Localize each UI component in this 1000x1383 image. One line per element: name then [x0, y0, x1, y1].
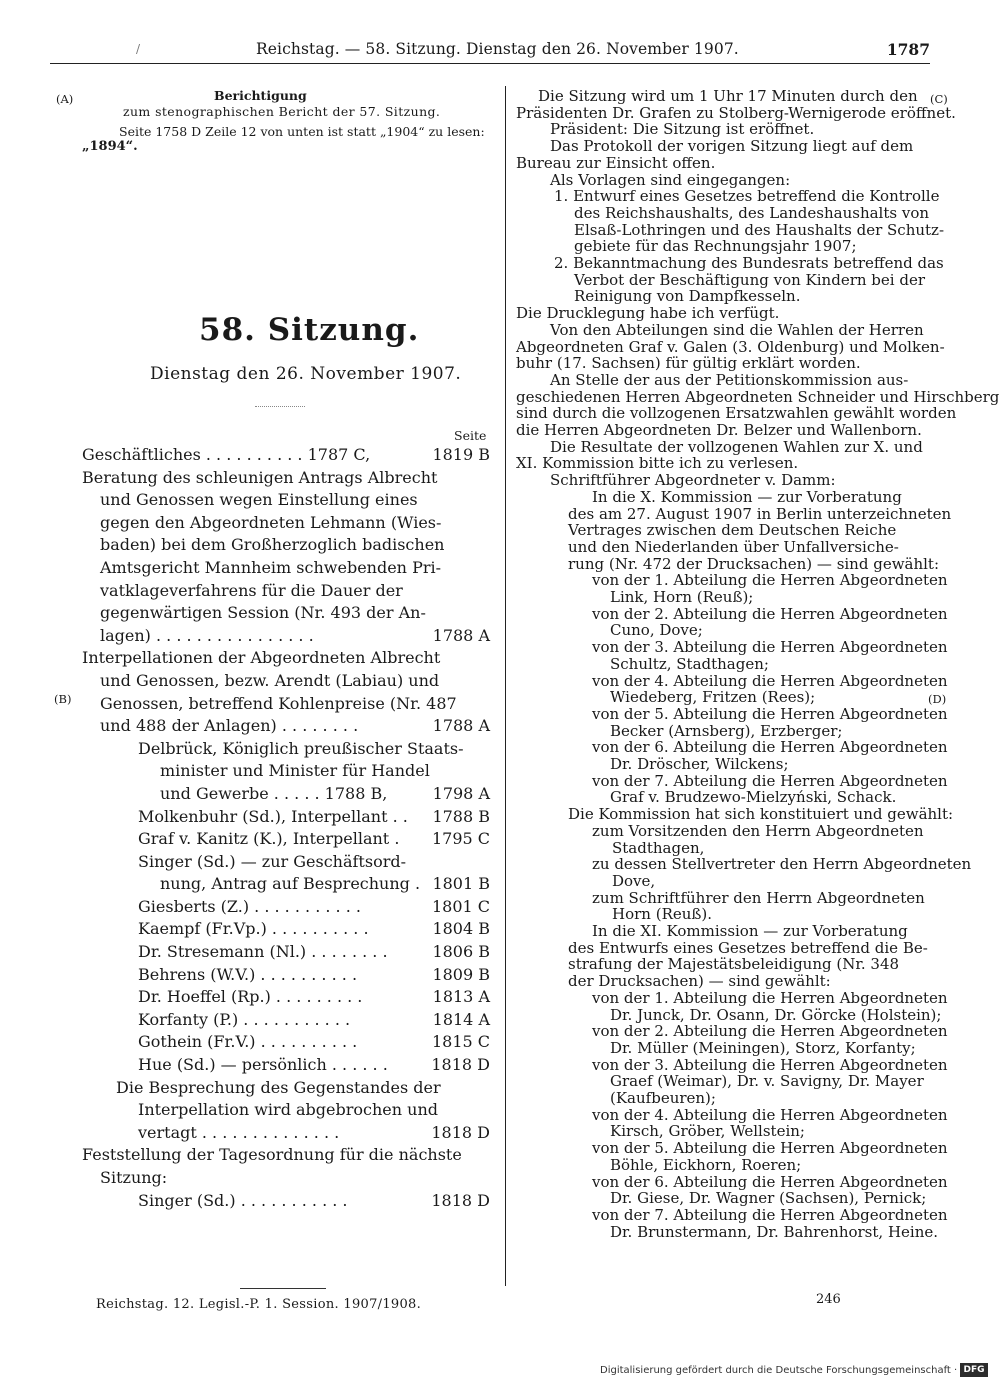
text-line: Cuno, Dove;	[610, 621, 703, 640]
toc-row	[82, 512, 490, 535]
toc-entry-text: Genossen, betreffend Kohlenpreise (Nr. 487	[100, 693, 457, 713]
text-line: Schultz, Stadthagen;	[610, 654, 769, 673]
text-line: Reinigung von Dampfkesseln.	[574, 287, 801, 306]
margin-marker-d: (D)	[928, 692, 947, 706]
toc-row	[82, 896, 490, 919]
toc-entry-text: Giesberts (Z.) . . . . . . . . . . .	[138, 896, 361, 916]
toc-row	[82, 760, 490, 783]
toc-entry-page: 1809 B	[432, 964, 490, 984]
toc-row	[82, 1009, 490, 1032]
text-line: Die Drucklegung habe ich verfügt.	[516, 304, 780, 323]
text-line: von der 1. Abteilung die Herren Abgeordneten	[592, 988, 948, 1007]
text-line: zum Vorsitzenden den Herrn Abgeordneten	[592, 821, 924, 840]
toc-row	[82, 625, 490, 648]
text-line: von der 6. Abteilung die Herren Abgeordneten	[592, 738, 948, 757]
text-line: (Kaufbeuren);	[610, 1089, 716, 1107]
toc-entry-text: Die Besprechung des Gegenstandes der	[116, 1077, 441, 1097]
toc-entry-text: gegen den Abgeordneten Lehmann (Wies-	[100, 512, 442, 532]
text-line: Becker (Arnsberg), Erzberger;	[610, 721, 843, 740]
toc-row	[82, 986, 490, 1009]
toc-row	[82, 715, 490, 738]
margin-marker-c: (C)	[930, 92, 948, 106]
text-line: Dr. Junck, Dr. Osann, Dr. Görcke (Holstein);	[610, 1005, 942, 1024]
toc-row	[82, 738, 490, 761]
toc-entry-text: Behrens (W.V.) . . . . . . . . . .	[138, 964, 358, 984]
toc-entry-page: 1815 C	[431, 1032, 490, 1052]
text-line: Präsident: Die Sitzung ist eröffnet.	[550, 120, 815, 139]
page-number: 1787	[886, 40, 930, 59]
toc-entry-text: Gothein (Fr.V.) . . . . . . . . . .	[138, 1032, 358, 1052]
session-title: 58. Sitzung.	[199, 312, 420, 348]
toc-entry-page: 1818 D	[431, 1055, 490, 1075]
margin-marker-b: (B)	[54, 692, 72, 706]
toc-row	[82, 1167, 490, 1190]
toc-entry-page: 1795 C	[431, 829, 490, 849]
toc-entry-text: Dr. Hoeffel (Rp.) . . . . . . . . .	[138, 987, 363, 1007]
toc-row	[82, 1031, 490, 1054]
text-line: des Reichshaushalts, des Landeshaushalts von	[574, 203, 930, 222]
toc-row	[82, 557, 490, 580]
toc-entry-text: Singer (Sd.) — zur Geschäftsord-	[138, 851, 406, 871]
toc-entry-page: 1801 B	[432, 874, 490, 894]
text-line: zu dessen Stellvertreter den Herrn Abgeordneten	[592, 855, 972, 874]
text-line: Elsaß-Lothringen und des Haushalts der Schutz-	[574, 220, 945, 239]
text-line: Graef (Weimar), Dr. v. Savigny, Dr. Mayer	[610, 1072, 924, 1091]
toc-entry-page: 1818 D	[431, 1190, 490, 1210]
text-line: Böhle, Eickhorn, Roeren;	[610, 1155, 802, 1174]
table-of-contents	[82, 444, 490, 1212]
footer-publication-line: Reichstag. 12. Legisl.-P. 1. Session. 1907/1908.	[96, 1297, 422, 1312]
text-line: 2. Bekanntmachung des Bundesrats betreffend das	[554, 254, 944, 272]
text-line: rung (Nr. 472 der Drucksachen) — sind gewählt:	[568, 554, 940, 573]
text-line: von der 3. Abteilung die Herren Abgeordneten	[592, 1055, 948, 1074]
text-line: Von den Abteilungen sind die Wahlen der Herren	[550, 320, 924, 339]
toc-entry-page: 1806 B	[432, 942, 490, 962]
toc-entry-text: und Genossen wegen Einstellung eines	[100, 490, 418, 510]
toc-entry-page: 1818 D	[431, 1122, 490, 1142]
toc-entry-text: und Gewerbe . . . . . 1788 B,	[160, 783, 388, 803]
text-line: Abgeordneten Graf v. Galen (3. Oldenburg) und Molken-	[516, 337, 945, 356]
toc-row	[82, 444, 490, 467]
text-line: gebiete für das Rechnungsjahr 1907;	[574, 237, 857, 256]
text-line: von der 1. Abteilung die Herren Abgeordneten	[592, 571, 948, 590]
toc-row	[82, 1144, 490, 1167]
text-line: Dr. Brunstermann, Dr. Bahrenhorst, Heine.	[610, 1222, 939, 1241]
toc-row	[82, 918, 490, 941]
text-line: geschiedenen Herren Abgeordneten Schneider und Hirschberg	[516, 387, 1000, 406]
toc-entry-text: Amtsgericht Mannheim schwebenden Pri-	[100, 557, 441, 577]
toc-entry-page: 1814 A	[432, 1009, 490, 1029]
toc-row	[82, 670, 490, 693]
text-line: Horn (Reuß).	[612, 905, 713, 924]
text-line: Graf v. Brudzewo-Mielzyński, Schack.	[610, 788, 897, 807]
text-line: des am 27. August 1907 in Berlin unterzeichneten	[568, 504, 952, 523]
text-line: Kirsch, Gröber, Wellstein;	[610, 1122, 805, 1141]
text-line: Stadthagen,	[612, 838, 705, 857]
correction-line-1: Seite 1758 D Zeile 12 von unten ist statt „1904“ zu lesen:	[119, 124, 485, 139]
toc-row	[82, 828, 490, 851]
text-line: die Herren Abgeordneten Dr. Belzer und Wallenborn.	[516, 421, 922, 439]
dfg-logo: DFG	[960, 1363, 988, 1377]
toc-entry-text: Graf v. Kanitz (K.), Interpellant .	[138, 829, 400, 849]
toc-entry-text: vatklageverfahrens für die Dauer der	[100, 580, 403, 600]
text-line: sind durch die vollzogenen Ersatzwahlen gewählt worden	[516, 404, 957, 423]
text-line: Schriftführer Abgeordneter v. Damm:	[550, 471, 836, 490]
text-line: Die Kommission hat sich konstituiert und gewählt:	[568, 805, 954, 824]
toc-row	[82, 602, 490, 625]
text-line: Die Sitzung wird um 1 Uhr 17 Minuten durch den	[538, 87, 918, 105]
toc-entry-text: Molkenbuhr (Sd.), Interpellant . .	[138, 806, 408, 826]
toc-entry-text: gegenwärtigen Session (Nr. 493 der An-	[100, 603, 426, 623]
toc-entry-text: vertagt . . . . . . . . . . . . . .	[138, 1122, 340, 1142]
session-date: Dienstag den 26. November 1907.	[150, 364, 462, 384]
toc-entry-text: Sitzung:	[100, 1168, 168, 1187]
text-line: Dove,	[612, 871, 656, 890]
correction-subtitle: zum stenographischen Bericht der 57. Sitzung.	[123, 104, 441, 119]
toc-row	[82, 1190, 490, 1213]
text-line: In die X. Kommission — zur Vorberatung	[592, 487, 902, 506]
toc-entry-text: Geschäftliches . . . . . . . . . . 1787 C,	[82, 445, 371, 464]
stray-mark: /	[136, 42, 141, 56]
text-line: Das Protokoll der vorigen Sitzung liegt auf dem	[550, 137, 914, 156]
running-title: Reichstag. — 58. Sitzung. Dienstag den 26. November 1907.	[256, 40, 739, 58]
toc-row	[82, 580, 490, 603]
toc-seite-label: Seite	[454, 428, 487, 443]
digitization-note: Digitalisierung gefördert durch die Deutsche Forschungsgemeinschaft ·	[600, 1365, 958, 1376]
toc-row	[82, 489, 490, 512]
toc-row	[82, 873, 490, 896]
toc-entry-text: minister und Minister für Handel	[160, 761, 430, 781]
header-rule	[50, 63, 930, 64]
toc-row	[82, 647, 490, 670]
toc-entry-text: lagen) . . . . . . . . . . . . . . . .	[100, 625, 314, 645]
dotted-divider	[255, 406, 305, 407]
text-line: In die XI. Kommission — zur Vorberatung	[592, 922, 908, 940]
toc-entry-page: 1788 B	[432, 806, 490, 826]
text-line: Dr. Müller (Meiningen), Storz, Korfanty;	[610, 1038, 916, 1057]
toc-entry-page: 1813 A	[432, 987, 490, 1007]
text-line: von der 7. Abteilung die Herren Abgeordneten	[592, 1205, 948, 1224]
toc-entry-text: Delbrück, Königlich preußischer Staats-	[138, 738, 464, 758]
toc-row	[82, 693, 490, 716]
text-line: Dr. Dröscher, Wilckens;	[610, 755, 789, 773]
toc-entry-text: Hue (Sd.) — persönlich . . . . . .	[138, 1055, 388, 1075]
text-line: buhr (17. Sachsen) für gültig erklärt worden.	[516, 354, 861, 373]
text-line: von der 4. Abteilung die Herren Abgeordneten	[592, 1105, 948, 1124]
sheet-number: 246	[816, 1292, 841, 1307]
text-line: Wiedeberg, Fritzen (Rees);	[610, 688, 816, 707]
toc-entry-text: Interpellation wird abgebrochen und	[138, 1100, 439, 1120]
text-line: von der 7. Abteilung die Herren Abgeordneten	[592, 771, 948, 790]
toc-entry-text: und 488 der Anlagen) . . . . . . . .	[100, 716, 359, 736]
text-line: von der 5. Abteilung die Herren Abgeordneten	[592, 1139, 948, 1158]
toc-entry-page: 1788 A	[432, 625, 490, 645]
toc-entry-text: Beratung des schleunigen Antrags Albrecht	[82, 467, 438, 487]
text-line: Verbot der Beschäftigung von Kindern bei der	[574, 270, 925, 289]
toc-entry-text: nung, Antrag auf Besprechung .	[160, 874, 421, 894]
text-line: Die Resultate der vollzogenen Wahlen zur X. und	[550, 437, 923, 456]
margin-marker-a: (A)	[56, 92, 74, 106]
toc-entry-page: 1804 B	[432, 919, 490, 939]
text-line: von der 2. Abteilung die Herren Abgeordneten	[592, 604, 948, 623]
toc-entry-text: Dr. Stresemann (Nl.) . . . . . . . .	[138, 942, 388, 962]
toc-row	[82, 851, 490, 874]
text-line: von der 5. Abteilung die Herren Abgeordneten	[592, 704, 948, 723]
text-line: An Stelle der aus der Petitionskommission aus-	[550, 370, 909, 389]
toc-entry-text: Kaempf (Fr.Vp.) . . . . . . . . . .	[138, 919, 369, 939]
text-line: strafung der Majestätsbeleidigung (Nr. 348	[568, 955, 900, 974]
text-line: Dr. Giese, Dr. Wagner (Sachsen), Pernick;	[610, 1189, 927, 1208]
toc-row	[82, 1077, 490, 1100]
text-line: des Entwurfs eines Gesetzes betreffend die Be-	[568, 938, 928, 957]
text-line: XI. Kommission bitte ich zu verlesen.	[516, 454, 799, 473]
toc-entry-text: Singer (Sd.) . . . . . . . . . . .	[138, 1190, 348, 1210]
text-line: Link, Horn (Reuß);	[610, 588, 754, 606]
text-line: Bureau zur Einsicht offen.	[516, 153, 716, 172]
toc-row	[82, 941, 490, 964]
text-line: zum Schriftführer den Herrn Abgeordneten	[592, 888, 925, 907]
text-line: der Drucksachen) — sind gewählt:	[568, 972, 831, 991]
toc-row	[82, 1054, 490, 1077]
toc-entry-page: 1798 A	[432, 783, 490, 803]
text-line: von der 6. Abteilung die Herren Abgeordneten	[592, 1172, 948, 1191]
toc-entry-page: 1801 C	[431, 896, 490, 916]
correction-title: Berichtigung	[214, 88, 307, 103]
text-line: Präsidenten Dr. Grafen zu Stolberg-Wernigerode eröffnet.	[516, 103, 956, 122]
toc-entry-page: 1819 B	[432, 445, 490, 464]
text-line: Als Vorlagen sind eingegangen:	[550, 170, 791, 189]
toc-entry-text: Korfanty (P.) . . . . . . . . . . .	[138, 1009, 351, 1029]
toc-row	[82, 964, 490, 987]
toc-row	[82, 783, 490, 806]
toc-row	[82, 1099, 490, 1122]
text-line: von der 3. Abteilung die Herren Abgeordneten	[592, 638, 948, 657]
toc-entry-text: Interpellationen der Abgeordneten Albrecht	[82, 648, 441, 668]
correction-line-2: „1894“.	[82, 139, 138, 154]
text-line: von der 2. Abteilung die Herren Abgeordneten	[592, 1022, 948, 1041]
toc-row	[82, 1122, 490, 1145]
text-line: von der 4. Abteilung die Herren Abgeordneten	[592, 671, 948, 690]
footer-rule	[240, 1288, 326, 1289]
toc-row	[82, 534, 490, 557]
toc-entry-text: Feststellung der Tagesordnung für die nächste	[82, 1145, 462, 1165]
toc-row	[82, 806, 490, 829]
toc-entry-page: 1788 A	[432, 716, 490, 736]
toc-row	[82, 467, 490, 490]
toc-entry-text: baden) bei dem Großherzoglich badischen	[100, 535, 445, 555]
column-divider	[505, 86, 506, 1286]
text-line: 1. Entwurf eines Gesetzes betreffend die Kontrolle	[554, 187, 940, 206]
text-line: Vertrages zwischen dem Deutschen Reiche	[568, 521, 897, 540]
text-line: und den Niederlanden über Unfallversiche-	[568, 537, 899, 556]
toc-entry-text: und Genossen, bezw. Arendt (Labiau) und	[100, 670, 440, 690]
